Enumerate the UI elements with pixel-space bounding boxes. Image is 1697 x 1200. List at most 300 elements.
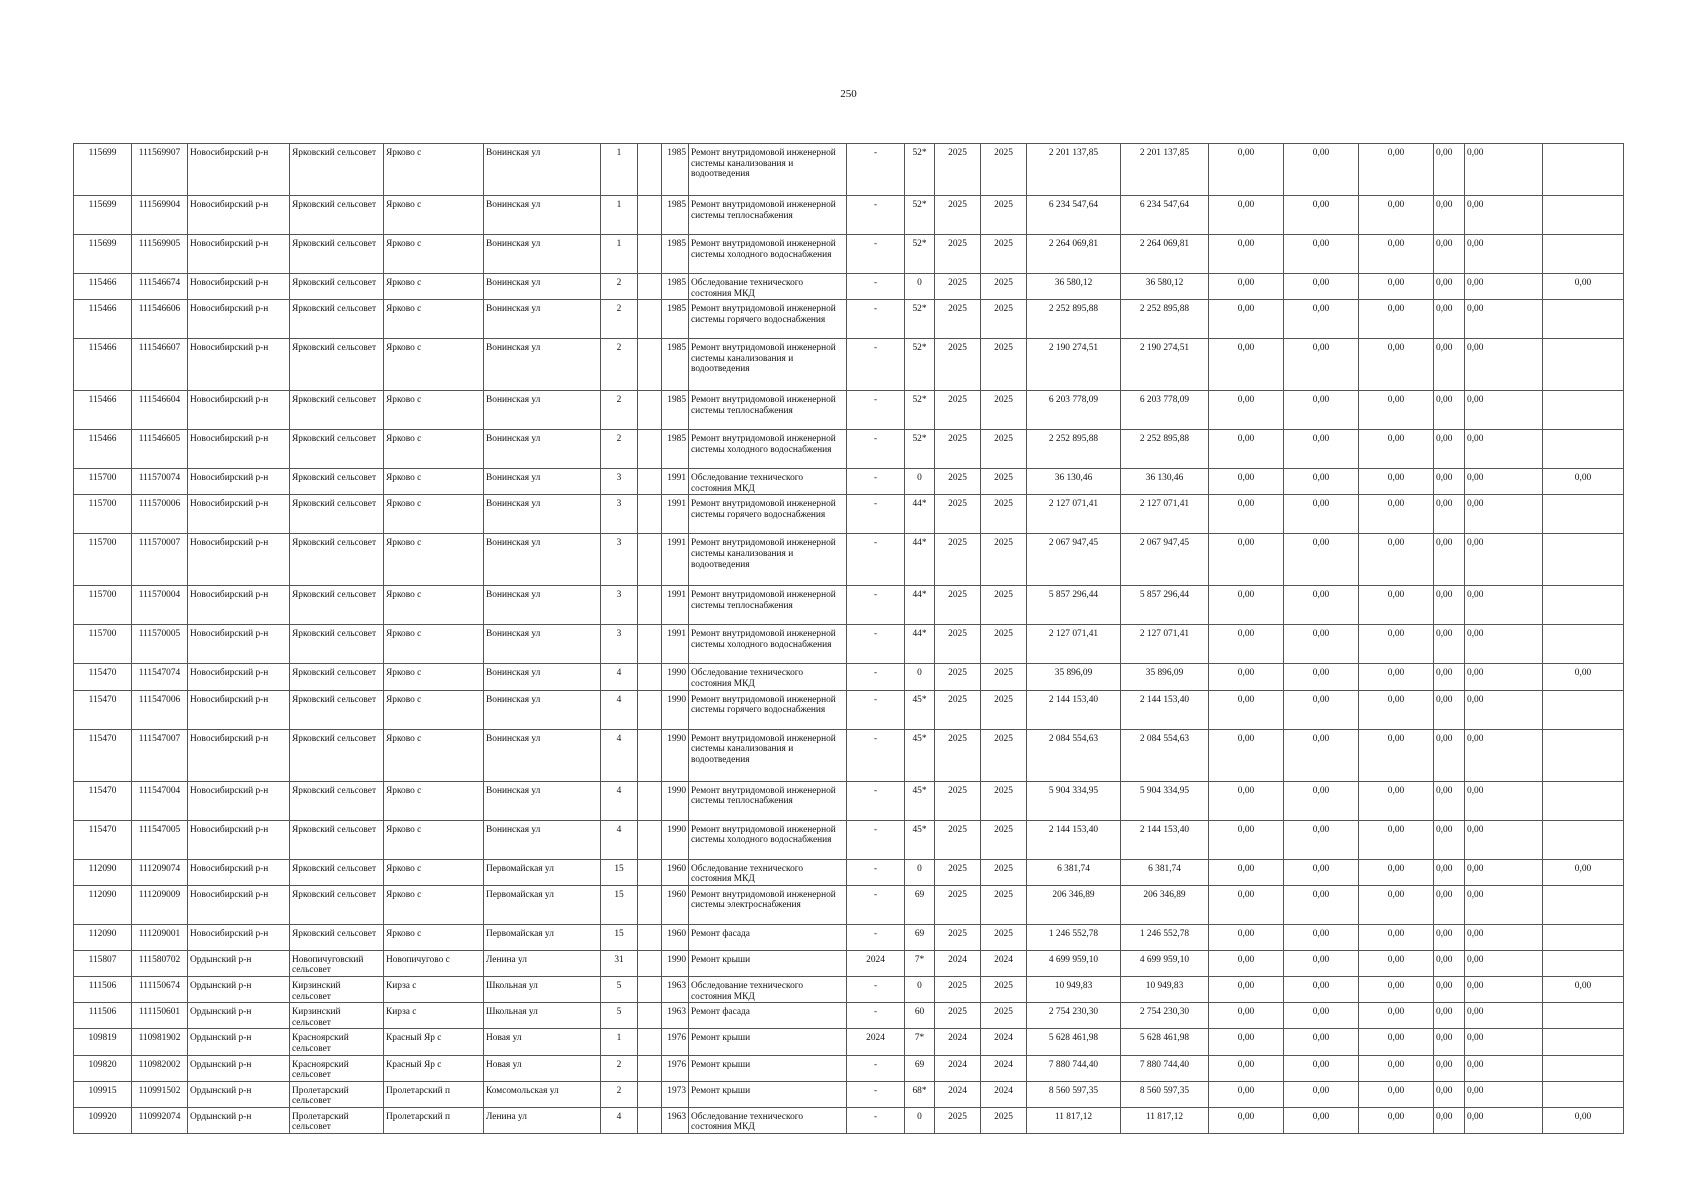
plan-year-start-cell: 2025: [935, 690, 981, 729]
district-cell: Новосибирский р-н: [188, 144, 290, 196]
plan-year-end-cell: 2025: [981, 391, 1027, 430]
district-cell: Ордынский р-н: [188, 1029, 290, 1055]
table-row: [74, 469, 1624, 495]
work-id-cell: 110991502: [132, 1081, 188, 1107]
local-budget-cell: 0,00: [1359, 196, 1434, 235]
extra-cost-cell: [1543, 950, 1624, 976]
work-type-cell: Обследование технического состояния МКД: [689, 976, 847, 1002]
work-id-cell: 111547074: [132, 664, 188, 690]
wear-percent-cell: 0: [905, 664, 935, 690]
settlement-cell: Ярково с: [384, 924, 484, 950]
extra-cost-cell: 0,00: [1543, 976, 1624, 1002]
wear-percent-cell: 0: [905, 859, 935, 885]
house-number-cell: 1: [601, 144, 638, 196]
table-row: [74, 274, 1624, 300]
total-cost-cell: 2 127 071,41: [1027, 495, 1121, 534]
extra-cost-cell: 0,00: [1543, 859, 1624, 885]
prev-year-cell: -: [847, 495, 905, 534]
house-id-cell: 112090: [74, 885, 132, 924]
house-id-cell: 115700: [74, 534, 132, 586]
district-cell: Новосибирский р-н: [188, 664, 290, 690]
building-cell: [638, 586, 662, 625]
local-budget-cell: 0,00: [1359, 586, 1434, 625]
wear-percent-cell: 45*: [905, 781, 935, 820]
municipality-cell: Ярковский сельсовет: [290, 469, 384, 495]
regional-budget-cell: 0,00: [1284, 235, 1359, 274]
total-cost-cell: 6 234 547,64: [1027, 196, 1121, 235]
build-year-cell: 1960: [662, 885, 689, 924]
other-funds-cell: 0,00: [1465, 1003, 1543, 1029]
street-cell: Вонинская ул: [484, 534, 601, 586]
wear-percent-cell: 69: [905, 924, 935, 950]
settlement-cell: Ярково с: [384, 144, 484, 196]
federal-budget-cell: 0,00: [1209, 430, 1284, 469]
local-budget-cell: 0,00: [1359, 690, 1434, 729]
extra-cost-cell: [1543, 300, 1624, 339]
work-id-cell: 111570005: [132, 625, 188, 664]
work-id-cell: 110992074: [132, 1107, 188, 1133]
page-number: 250: [840, 88, 857, 100]
plan-year-start-cell: 2025: [935, 1107, 981, 1133]
municipality-cell: Пролетарский сельсовет: [290, 1107, 384, 1133]
table-row: [74, 820, 1624, 859]
federal-budget-cell: 0,00: [1209, 820, 1284, 859]
district-cell: Новосибирский р-н: [188, 885, 290, 924]
work-type-cell: Обследование технического состояния МКД: [689, 469, 847, 495]
work-type-cell: Обследование технического состояния МКД: [689, 859, 847, 885]
owners-funds-cell: 0,00: [1434, 664, 1465, 690]
other-funds-cell: 0,00: [1465, 625, 1543, 664]
regional-budget-cell: 0,00: [1284, 430, 1359, 469]
house-id-cell: 115807: [74, 950, 132, 976]
plan-year-start-cell: 2025: [935, 781, 981, 820]
build-year-cell: 1991: [662, 586, 689, 625]
wear-percent-cell: 44*: [905, 625, 935, 664]
build-year-cell: 1991: [662, 469, 689, 495]
plan-year-end-cell: 2025: [981, 235, 1027, 274]
plan-year-end-cell: 2025: [981, 144, 1027, 196]
extra-cost-cell: [1543, 625, 1624, 664]
federal-budget-cell: 0,00: [1209, 534, 1284, 586]
extra-cost-cell: [1543, 885, 1624, 924]
table-row: [74, 625, 1624, 664]
plan-year-end-cell: 2025: [981, 781, 1027, 820]
regional-budget-cell: 0,00: [1284, 1003, 1359, 1029]
wear-percent-cell: 7*: [905, 1029, 935, 1055]
building-cell: [638, 339, 662, 391]
settlement-cell: Красный Яр с: [384, 1055, 484, 1081]
regional-budget-cell: 0,00: [1284, 339, 1359, 391]
regional-budget-cell: 0,00: [1284, 391, 1359, 430]
total-cost-cell: 2 084 554,63: [1027, 729, 1121, 781]
federal-budget-cell: 0,00: [1209, 1029, 1284, 1055]
settlement-cell: Ярково с: [384, 339, 484, 391]
work-type-cell: Ремонт внутридомовой инженерной системы теплоснабжения: [689, 196, 847, 235]
build-year-cell: 1985: [662, 144, 689, 196]
plan-year-end-cell: 2025: [981, 274, 1027, 300]
table-row: [74, 534, 1624, 586]
regional-fund-cost-cell: 35 896,09: [1121, 664, 1209, 690]
other-funds-cell: 0,00: [1465, 1029, 1543, 1055]
house-id-cell: 112090: [74, 924, 132, 950]
owners-funds-cell: 0,00: [1434, 1107, 1465, 1133]
municipality-cell: Ярковский сельсовет: [290, 274, 384, 300]
total-cost-cell: 11 817,12: [1027, 1107, 1121, 1133]
owners-funds-cell: 0,00: [1434, 430, 1465, 469]
federal-budget-cell: 0,00: [1209, 729, 1284, 781]
work-id-cell: 111546674: [132, 274, 188, 300]
extra-cost-cell: [1543, 534, 1624, 586]
street-cell: Вонинская ул: [484, 625, 601, 664]
table-row: [74, 586, 1624, 625]
street-cell: Вонинская ул: [484, 274, 601, 300]
local-budget-cell: 0,00: [1359, 300, 1434, 339]
work-type-cell: Ремонт крыши: [689, 1055, 847, 1081]
build-year-cell: 1976: [662, 1055, 689, 1081]
other-funds-cell: 0,00: [1465, 1081, 1543, 1107]
local-budget-cell: 0,00: [1359, 1055, 1434, 1081]
table-row: [74, 781, 1624, 820]
other-funds-cell: 0,00: [1465, 144, 1543, 196]
regional-budget-cell: 0,00: [1284, 664, 1359, 690]
building-cell: [638, 1003, 662, 1029]
other-funds-cell: 0,00: [1465, 430, 1543, 469]
owners-funds-cell: 0,00: [1434, 781, 1465, 820]
plan-year-start-cell: 2025: [935, 586, 981, 625]
owners-funds-cell: 0,00: [1434, 495, 1465, 534]
owners-funds-cell: 0,00: [1434, 1029, 1465, 1055]
federal-budget-cell: 0,00: [1209, 664, 1284, 690]
street-cell: Вонинская ул: [484, 300, 601, 339]
build-year-cell: 1963: [662, 976, 689, 1002]
building-cell: [638, 924, 662, 950]
wear-percent-cell: 0: [905, 976, 935, 1002]
district-cell: Новосибирский р-н: [188, 339, 290, 391]
building-cell: [638, 729, 662, 781]
build-year-cell: 1960: [662, 924, 689, 950]
plan-year-start-cell: 2025: [935, 859, 981, 885]
house-number-cell: 3: [601, 495, 638, 534]
federal-budget-cell: 0,00: [1209, 859, 1284, 885]
regional-fund-cost-cell: 2 201 137,85: [1121, 144, 1209, 196]
local-budget-cell: 0,00: [1359, 924, 1434, 950]
regional-budget-cell: 0,00: [1284, 534, 1359, 586]
municipality-cell: Ярковский сельсовет: [290, 729, 384, 781]
building-cell: [638, 690, 662, 729]
regional-fund-cost-cell: 5 857 296,44: [1121, 586, 1209, 625]
wear-percent-cell: 45*: [905, 729, 935, 781]
street-cell: Вонинская ул: [484, 391, 601, 430]
house-id-cell: 115466: [74, 391, 132, 430]
extra-cost-cell: [1543, 586, 1624, 625]
building-cell: [638, 781, 662, 820]
regional-fund-cost-cell: 36 580,12: [1121, 274, 1209, 300]
federal-budget-cell: 0,00: [1209, 235, 1284, 274]
table-row: [74, 144, 1624, 196]
settlement-cell: Ярково с: [384, 690, 484, 729]
prev-year-cell: 2024: [847, 1029, 905, 1055]
plan-year-start-cell: 2025: [935, 274, 981, 300]
other-funds-cell: 0,00: [1465, 586, 1543, 625]
plan-year-start-cell: 2025: [935, 300, 981, 339]
extra-cost-cell: 0,00: [1543, 274, 1624, 300]
federal-budget-cell: 0,00: [1209, 469, 1284, 495]
local-budget-cell: 0,00: [1359, 1107, 1434, 1133]
street-cell: Вонинская ул: [484, 781, 601, 820]
owners-funds-cell: 0,00: [1434, 235, 1465, 274]
other-funds-cell: 0,00: [1465, 469, 1543, 495]
local-budget-cell: 0,00: [1359, 430, 1434, 469]
house-id-cell: 115470: [74, 690, 132, 729]
regional-budget-cell: 0,00: [1284, 690, 1359, 729]
build-year-cell: 1990: [662, 729, 689, 781]
work-id-cell: 111547004: [132, 781, 188, 820]
settlement-cell: Ярково с: [384, 729, 484, 781]
regional-fund-cost-cell: 11 817,12: [1121, 1107, 1209, 1133]
plan-year-start-cell: 2025: [935, 1003, 981, 1029]
other-funds-cell: 0,00: [1465, 1055, 1543, 1081]
house-id-cell: 115700: [74, 495, 132, 534]
plan-year-end-cell: 2025: [981, 690, 1027, 729]
regional-fund-cost-cell: 2 252 895,88: [1121, 300, 1209, 339]
plan-year-end-cell: 2025: [981, 430, 1027, 469]
plan-year-start-cell: 2025: [935, 144, 981, 196]
work-type-cell: Обследование технического состояния МКД: [689, 274, 847, 300]
district-cell: Новосибирский р-н: [188, 274, 290, 300]
regional-budget-cell: 0,00: [1284, 1055, 1359, 1081]
work-type-cell: Ремонт внутридомовой инженерной системы горячего водоснабжения: [689, 300, 847, 339]
prev-year-cell: -: [847, 924, 905, 950]
local-budget-cell: 0,00: [1359, 495, 1434, 534]
plan-year-end-cell: 2025: [981, 534, 1027, 586]
regional-fund-cost-cell: 6 381,74: [1121, 859, 1209, 885]
plan-year-start-cell: 2025: [935, 534, 981, 586]
prev-year-cell: -: [847, 1055, 905, 1081]
house-id-cell: 115699: [74, 196, 132, 235]
plan-year-start-cell: 2024: [935, 1081, 981, 1107]
regional-fund-cost-cell: 4 699 959,10: [1121, 950, 1209, 976]
table-row: [74, 1055, 1624, 1081]
wear-percent-cell: 52*: [905, 339, 935, 391]
prev-year-cell: -: [847, 885, 905, 924]
federal-budget-cell: 0,00: [1209, 495, 1284, 534]
other-funds-cell: 0,00: [1465, 534, 1543, 586]
local-budget-cell: 0,00: [1359, 534, 1434, 586]
wear-percent-cell: 0: [905, 274, 935, 300]
building-cell: [638, 664, 662, 690]
total-cost-cell: 2 067 947,45: [1027, 534, 1121, 586]
municipality-cell: Ярковский сельсовет: [290, 859, 384, 885]
table-row: [74, 1003, 1624, 1029]
federal-budget-cell: 0,00: [1209, 300, 1284, 339]
owners-funds-cell: 0,00: [1434, 391, 1465, 430]
house-id-cell: 111506: [74, 1003, 132, 1029]
other-funds-cell: 0,00: [1465, 235, 1543, 274]
settlement-cell: Ярково с: [384, 885, 484, 924]
regional-budget-cell: 0,00: [1284, 1029, 1359, 1055]
total-cost-cell: 5 857 296,44: [1027, 586, 1121, 625]
district-cell: Новосибирский р-н: [188, 469, 290, 495]
municipality-cell: Ярковский сельсовет: [290, 690, 384, 729]
build-year-cell: 1960: [662, 859, 689, 885]
build-year-cell: 1976: [662, 1029, 689, 1055]
building-cell: [638, 976, 662, 1002]
prev-year-cell: -: [847, 196, 905, 235]
owners-funds-cell: 0,00: [1434, 859, 1465, 885]
plan-year-start-cell: 2025: [935, 495, 981, 534]
plan-year-start-cell: 2025: [935, 625, 981, 664]
table-row: [74, 924, 1624, 950]
plan-year-end-cell: 2024: [981, 950, 1027, 976]
regional-fund-cost-cell: 1 246 552,78: [1121, 924, 1209, 950]
house-id-cell: 115470: [74, 820, 132, 859]
wear-percent-cell: 45*: [905, 690, 935, 729]
owners-funds-cell: 0,00: [1434, 950, 1465, 976]
owners-funds-cell: 0,00: [1434, 1003, 1465, 1029]
district-cell: Новосибирский р-н: [188, 820, 290, 859]
house-id-cell: 115466: [74, 339, 132, 391]
total-cost-cell: 35 896,09: [1027, 664, 1121, 690]
municipality-cell: Краснoярский сельсовет: [290, 1029, 384, 1055]
build-year-cell: 1991: [662, 534, 689, 586]
plan-year-start-cell: 2024: [935, 1055, 981, 1081]
district-cell: Новосибирский р-н: [188, 495, 290, 534]
municipality-cell: Пролетарский сельсовет: [290, 1081, 384, 1107]
house-id-cell: 115466: [74, 430, 132, 469]
local-budget-cell: 0,00: [1359, 859, 1434, 885]
regional-budget-cell: 0,00: [1284, 820, 1359, 859]
house-number-cell: 4: [601, 690, 638, 729]
regional-fund-cost-cell: 2 190 274,51: [1121, 339, 1209, 391]
wear-percent-cell: 69: [905, 885, 935, 924]
district-cell: Новосибирский р-н: [188, 196, 290, 235]
district-cell: Новосибирский р-н: [188, 235, 290, 274]
other-funds-cell: 0,00: [1465, 924, 1543, 950]
local-budget-cell: 0,00: [1359, 976, 1434, 1002]
house-number-cell: 2: [601, 391, 638, 430]
extra-cost-cell: [1543, 144, 1624, 196]
regional-budget-cell: 0,00: [1284, 1107, 1359, 1133]
municipality-cell: Ярковский сельсовет: [290, 196, 384, 235]
municipality-cell: Ярковский сельсовет: [290, 781, 384, 820]
work-type-cell: Ремонт крыши: [689, 1081, 847, 1107]
extra-cost-cell: [1543, 1029, 1624, 1055]
house-number-cell: 31: [601, 950, 638, 976]
work-type-cell: Ремонт внутридомовой инженерной системы холодного водоснабжения: [689, 625, 847, 664]
build-year-cell: 1990: [662, 820, 689, 859]
house-id-cell: 115700: [74, 625, 132, 664]
municipality-cell: Ярковский сельсовет: [290, 924, 384, 950]
build-year-cell: 1985: [662, 391, 689, 430]
house-number-cell: 4: [601, 1107, 638, 1133]
local-budget-cell: 0,00: [1359, 144, 1434, 196]
house-number-cell: 2: [601, 339, 638, 391]
wear-percent-cell: 44*: [905, 495, 935, 534]
work-type-cell: Ремонт внутридомовой инженерной системы канализования и водоотведения: [689, 729, 847, 781]
wear-percent-cell: 52*: [905, 430, 935, 469]
regional-fund-cost-cell: 206 346,89: [1121, 885, 1209, 924]
prev-year-cell: -: [847, 534, 905, 586]
municipality-cell: Ярковский сельсовет: [290, 391, 384, 430]
work-id-cell: 110982002: [132, 1055, 188, 1081]
prev-year-cell: -: [847, 1081, 905, 1107]
settlement-cell: Ярково с: [384, 274, 484, 300]
municipality-cell: Краснoярский сельсовет: [290, 1055, 384, 1081]
regional-budget-cell: 0,00: [1284, 976, 1359, 1002]
regional-fund-cost-cell: 36 130,46: [1121, 469, 1209, 495]
wear-percent-cell: 52*: [905, 144, 935, 196]
street-cell: Вонинская ул: [484, 690, 601, 729]
house-number-cell: 15: [601, 885, 638, 924]
prev-year-cell: -: [847, 430, 905, 469]
municipality-cell: Ярковский сельсовет: [290, 534, 384, 586]
settlement-cell: Ярково с: [384, 820, 484, 859]
work-type-cell: Ремонт фасада: [689, 1003, 847, 1029]
regional-fund-cost-cell: 8 560 597,35: [1121, 1081, 1209, 1107]
house-number-cell: 4: [601, 820, 638, 859]
municipality-cell: Ярковский сельсовет: [290, 664, 384, 690]
building-cell: [638, 300, 662, 339]
table-row: [74, 976, 1624, 1002]
plan-year-end-cell: 2025: [981, 625, 1027, 664]
plan-year-start-cell: 2025: [935, 196, 981, 235]
other-funds-cell: 0,00: [1465, 300, 1543, 339]
wear-percent-cell: 0: [905, 469, 935, 495]
house-id-cell: 115699: [74, 235, 132, 274]
street-cell: Первомайская ул: [484, 924, 601, 950]
district-cell: Новосибирский р-н: [188, 300, 290, 339]
prev-year-cell: -: [847, 1003, 905, 1029]
total-cost-cell: 2 127 071,41: [1027, 625, 1121, 664]
federal-budget-cell: 0,00: [1209, 625, 1284, 664]
house-number-cell: 5: [601, 1003, 638, 1029]
district-cell: Ордынский р-н: [188, 976, 290, 1002]
plan-year-end-cell: 2025: [981, 729, 1027, 781]
work-id-cell: 111209001: [132, 924, 188, 950]
house-id-cell: 115700: [74, 469, 132, 495]
street-cell: Вонинская ул: [484, 664, 601, 690]
regional-fund-cost-cell: 2 754 230,30: [1121, 1003, 1209, 1029]
settlement-cell: Ярково с: [384, 430, 484, 469]
settlement-cell: Ярково с: [384, 534, 484, 586]
regional-budget-cell: 0,00: [1284, 885, 1359, 924]
table-row: [74, 859, 1624, 885]
street-cell: Вонинская ул: [484, 235, 601, 274]
local-budget-cell: 0,00: [1359, 235, 1434, 274]
work-id-cell: 111570074: [132, 469, 188, 495]
total-cost-cell: 2 190 274,51: [1027, 339, 1121, 391]
plan-year-start-cell: 2025: [935, 391, 981, 430]
plan-year-end-cell: 2024: [981, 1081, 1027, 1107]
plan-year-end-cell: 2025: [981, 495, 1027, 534]
house-id-cell: 115470: [74, 729, 132, 781]
house-number-cell: 5: [601, 976, 638, 1002]
build-year-cell: 1985: [662, 196, 689, 235]
table-row: [74, 196, 1624, 235]
house-id-cell: 112090: [74, 859, 132, 885]
table-row: [74, 300, 1624, 339]
extra-cost-cell: [1543, 391, 1624, 430]
plan-year-start-cell: 2024: [935, 950, 981, 976]
house-id-cell: 115700: [74, 586, 132, 625]
work-id-cell: 111569904: [132, 196, 188, 235]
district-cell: Новосибирский р-н: [188, 690, 290, 729]
municipality-cell: Ярковский сельсовет: [290, 339, 384, 391]
regional-fund-cost-cell: 2 144 153,40: [1121, 690, 1209, 729]
build-year-cell: 1990: [662, 664, 689, 690]
total-cost-cell: 2 144 153,40: [1027, 820, 1121, 859]
work-type-cell: Ремонт внутридомовой инженерной системы горячего водоснабжения: [689, 495, 847, 534]
